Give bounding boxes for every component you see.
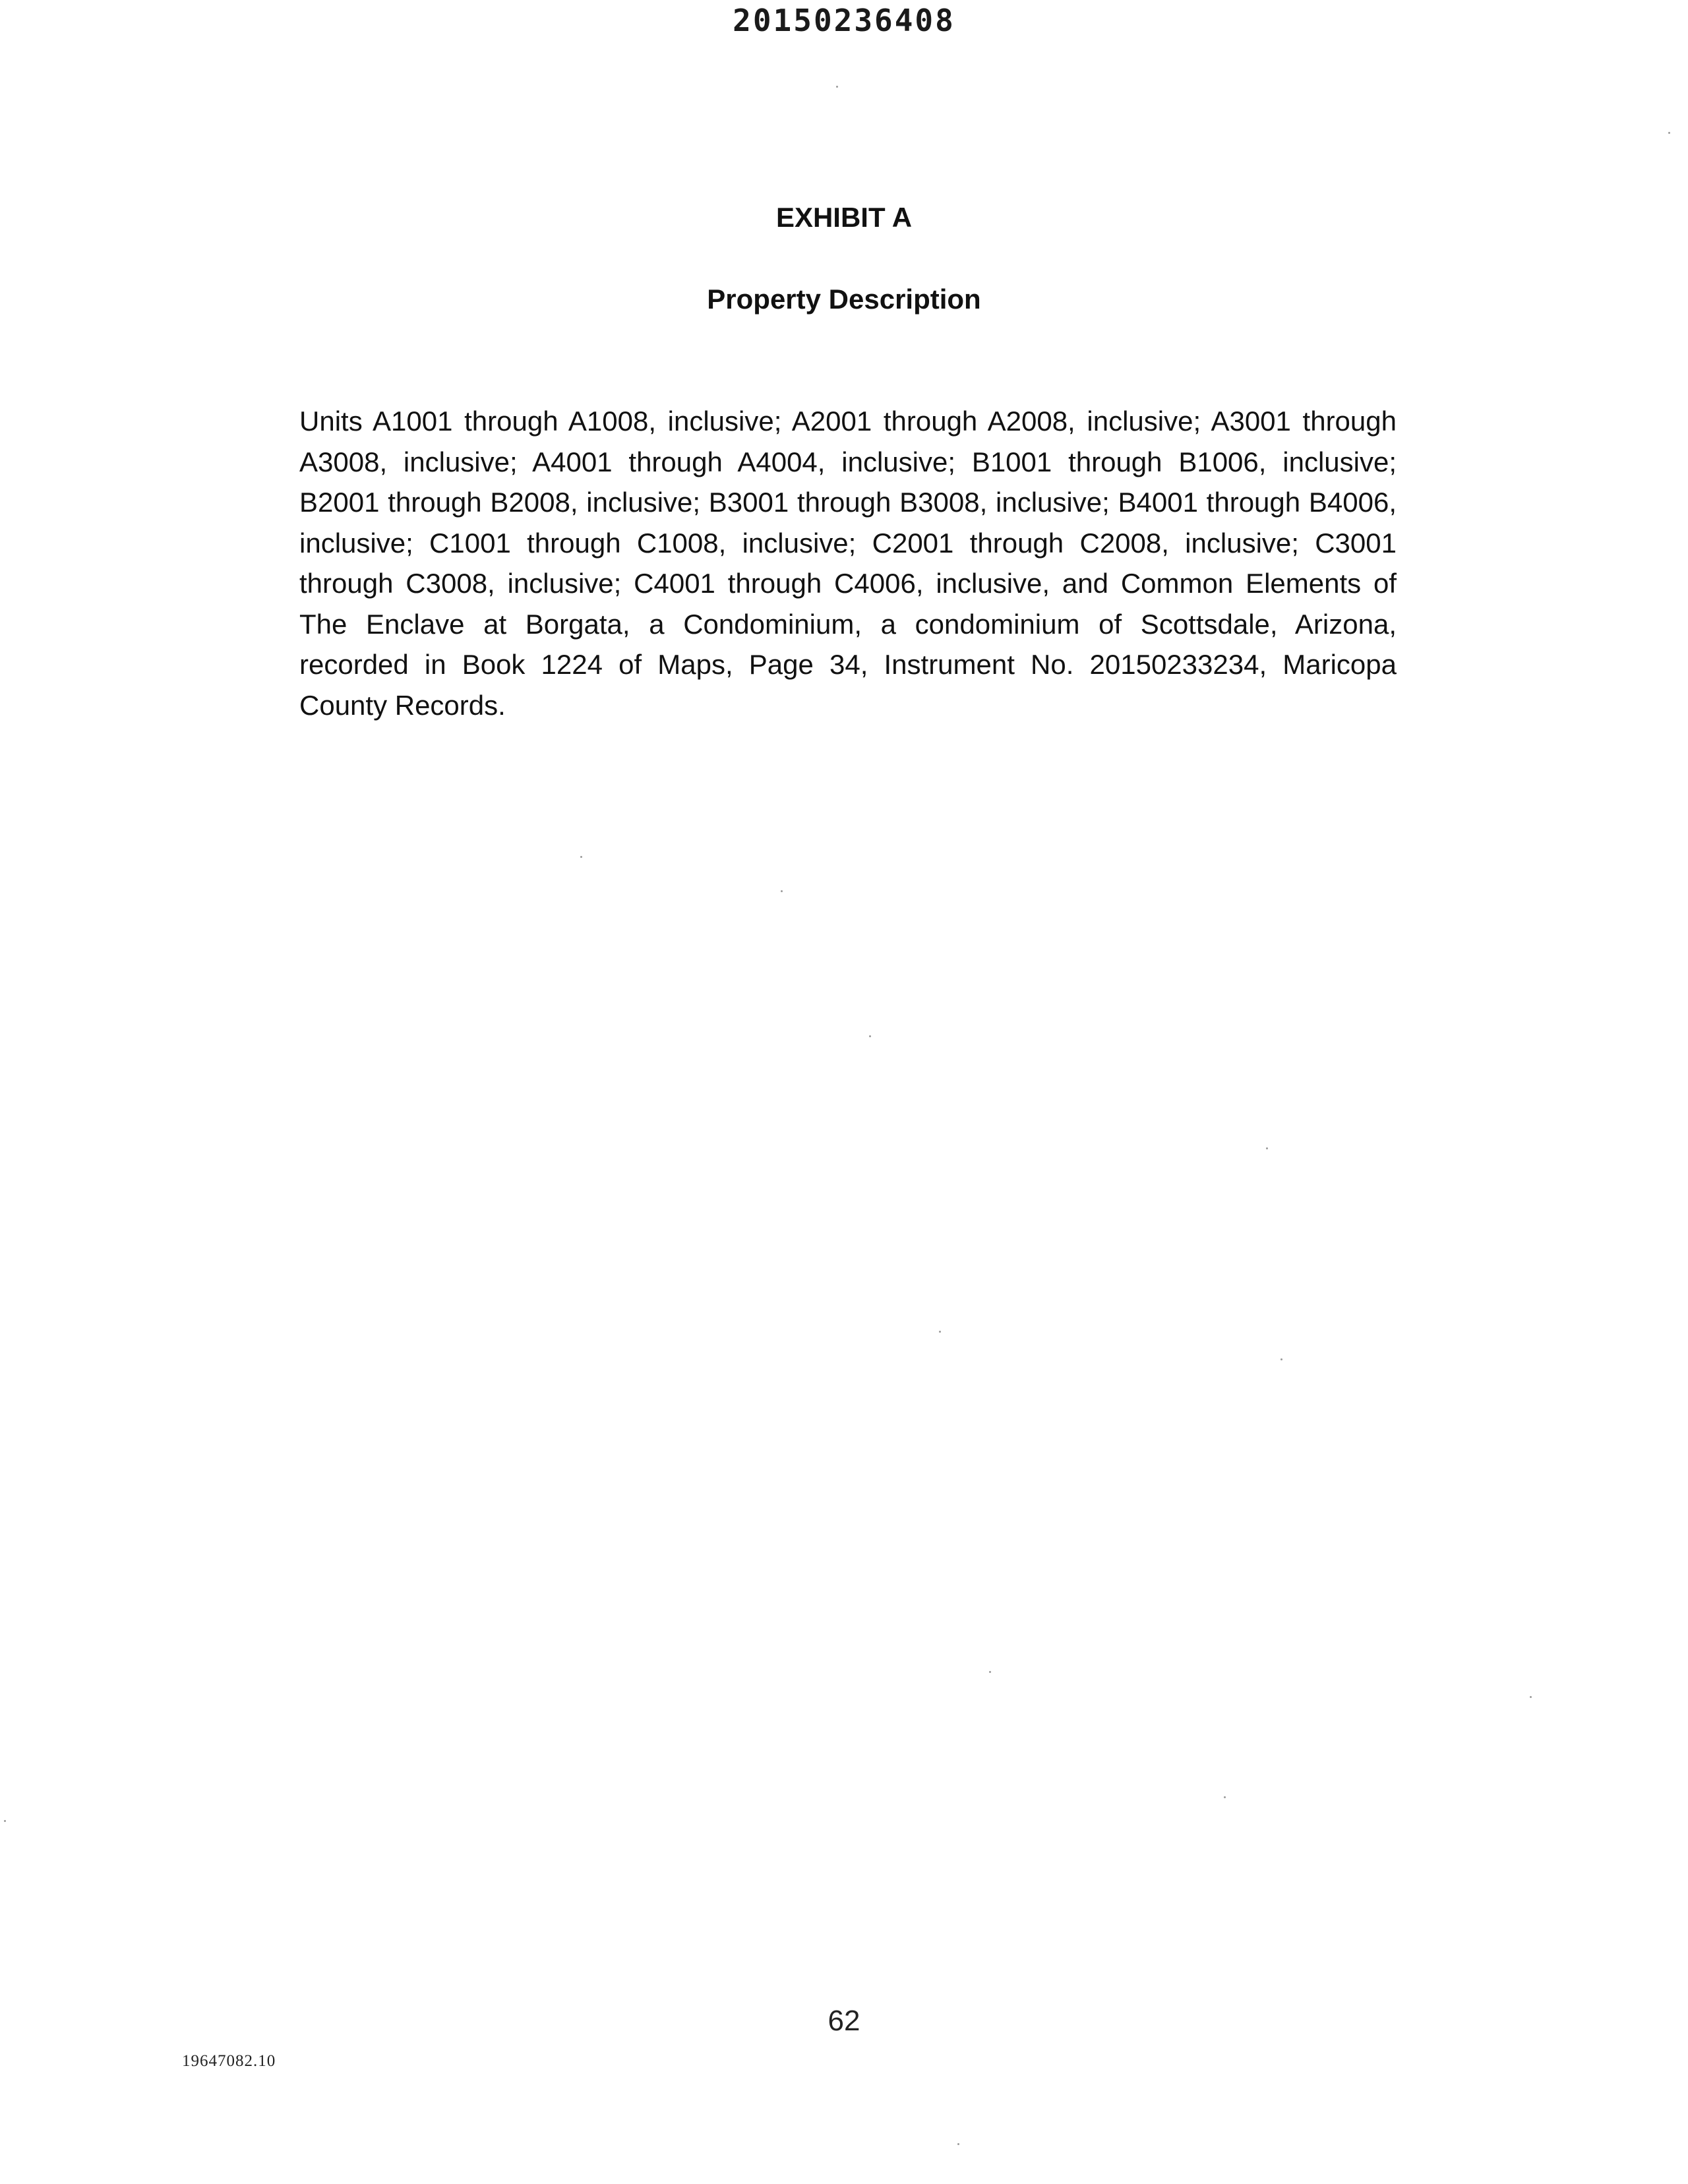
document-id: 19647082.10 (182, 2052, 276, 2070)
scan-speck (1668, 132, 1670, 134)
page-number: 62 (828, 2005, 860, 2037)
scan-speck (1266, 1147, 1268, 1149)
scan-speck (836, 86, 838, 88)
exhibit-title: EXHIBIT A (775, 202, 913, 233)
recording-number: 20150236408 (733, 3, 955, 38)
scan-speck (1224, 1796, 1226, 1798)
exhibit-subtitle: Property Description (707, 284, 981, 315)
property-description: Units A1001 through A1008, inclusive; A2001 through A2008, inclusive; A3001 through A3008, inclusive; A4001 through A4004, inclusive; B1001 through B1006, inclusive; B2001 through B2008, inclusive; B3001 through B3008, inclusive; B4001 through B4006, inclusive; C1001 through C1008, inclusive; C2001 through C2008, inclusive; C3001 through C3008, inclusive; C4001 through C4006, inclusive, and Common Elements of The Enclave at Borgata, a Condominium, a condominium of Scottsdale, Arizona, recorded in Book 1224 of Maps, Page 34, Instrument No. 20150233234, Maricopa County Records. (299, 406, 1397, 721)
scan-speck (939, 1331, 941, 1333)
scan-speck (1530, 1696, 1532, 1698)
scan-speck (4, 1820, 6, 1822)
scan-speck (580, 856, 582, 858)
scan-speck (1281, 1358, 1282, 1360)
scan-speck (781, 890, 783, 892)
scan-speck (957, 2143, 959, 2145)
scan-speck (869, 1035, 871, 1037)
scan-speck (989, 1671, 991, 1673)
